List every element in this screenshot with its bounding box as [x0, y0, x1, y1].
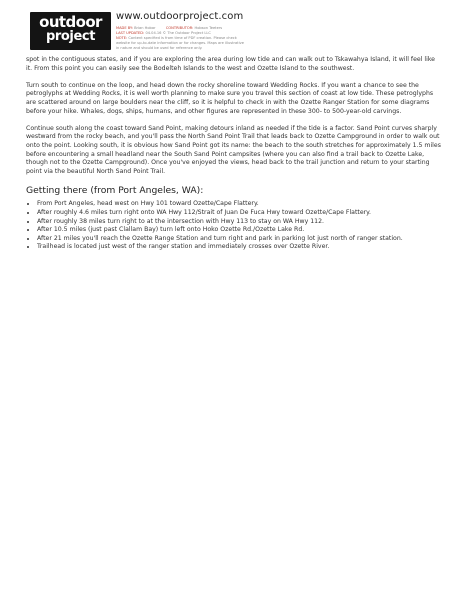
last-updated-label: LAST UPDATED:	[116, 31, 145, 35]
meta-note-2: website for up-to-date information or for changes. Maps are illustrative	[116, 41, 244, 45]
document-meta	[116, 26, 296, 51]
direction-item: • After roughly 38 miles turn right to at the intersection with Hwy 113 to stay on WA Hwy 112.	[37, 218, 441, 227]
direction-item: • After 10.5 miles (just past Clallam Bay) turn left onto Hoko Ozette Rd./Ozette Lake Rd.	[37, 226, 441, 235]
site-url[interactable]: www.outdoorproject.com	[116, 11, 244, 22]
contributor-label: CONTRIBUTOR:	[165, 26, 194, 30]
direction-item: • After roughly 4.6 miles turn right onto WA Hwy 112/Strait of Juan De Fuca Hwy toward Ozette/Cape Flattery.	[37, 209, 441, 218]
outdoor-project-logo[interactable]	[30, 12, 111, 50]
direction-item: • From Port Angeles, head west on Hwy 101 toward Ozette/Cape Flattery.	[37, 200, 441, 209]
body-paragraph: spot in the contiguous states, and if you are exploring the area during low tide and can walk out to Tskawahya Island, it will feel like it. From this point you can easily see the Bodelteh Islands to the west and Ozette Island to the southwest.	[26, 56, 435, 72]
direction-item: • After 21 miles you'll reach the Ozette Range Station and turn right and park in parking lot just north of ranger station.	[37, 235, 441, 244]
directions-list	[26, 200, 441, 252]
body-paragraph: Continue south along the coast toward Sand Point, making detours inland as needed if the tide is a factor. Sand Point curves sharply westward from the rocky beach, and you'll pass the North Sand Point Trail that leads back to Ozette Campground in order to walk out onto the point. Looking south, it is obvious how Sand Point got its name: the beach to the south stretches for approximately 1.5 miles before encountering a small headland near the South Sand Point campsites (where you can also find a trail back to Ozette Lake, though not to the Ozette Campground). Once you've enjoyed the views, head back to the trail junction and return to your starting point via the beautiful North Sand Point Trail.	[26, 124, 441, 175]
logo-text-project: project	[45, 29, 96, 44]
contributor-value: Hobson Teeters	[194, 26, 223, 30]
page-header	[30, 12, 440, 52]
made-by-value: Brian Hobar	[134, 26, 156, 30]
last-updated-value: 04.04.16 © The Outdoor Project LLC	[145, 31, 211, 35]
article-body	[26, 56, 441, 252]
logo-text-outdoor: outdoor	[39, 13, 102, 31]
body-paragraph: Turn south to continue on the loop, and head down the rocky shoreline toward Wedding Rocks. If you want a chance to see the petroglyphs at Wedding Rocks, it is well worth planning to make sure you travel this section of coast at low tide. These petroglyphs are scattered around on large boulders near the cliff, so it is helpful to check in with the Ozette Ranger Station for some diagrams before your hike. Whales, dogs, ships, humans, and other figures are represented in these 300- to 500-year-old carvings.	[26, 81, 434, 115]
note-label: NOTE:	[116, 36, 128, 40]
meta-note-3: in nature and should be used for reference only.	[116, 46, 203, 50]
note-value: Content specified is from time of PDF creation. Please check	[128, 36, 237, 40]
made-by-label: MADE BY:	[116, 26, 133, 30]
getting-there-heading: Getting there (from Port Angeles, WA):	[26, 185, 204, 197]
direction-item: • Trailhead is located just west of the ranger station and immediately crosses over Ozette River.	[37, 243, 441, 252]
